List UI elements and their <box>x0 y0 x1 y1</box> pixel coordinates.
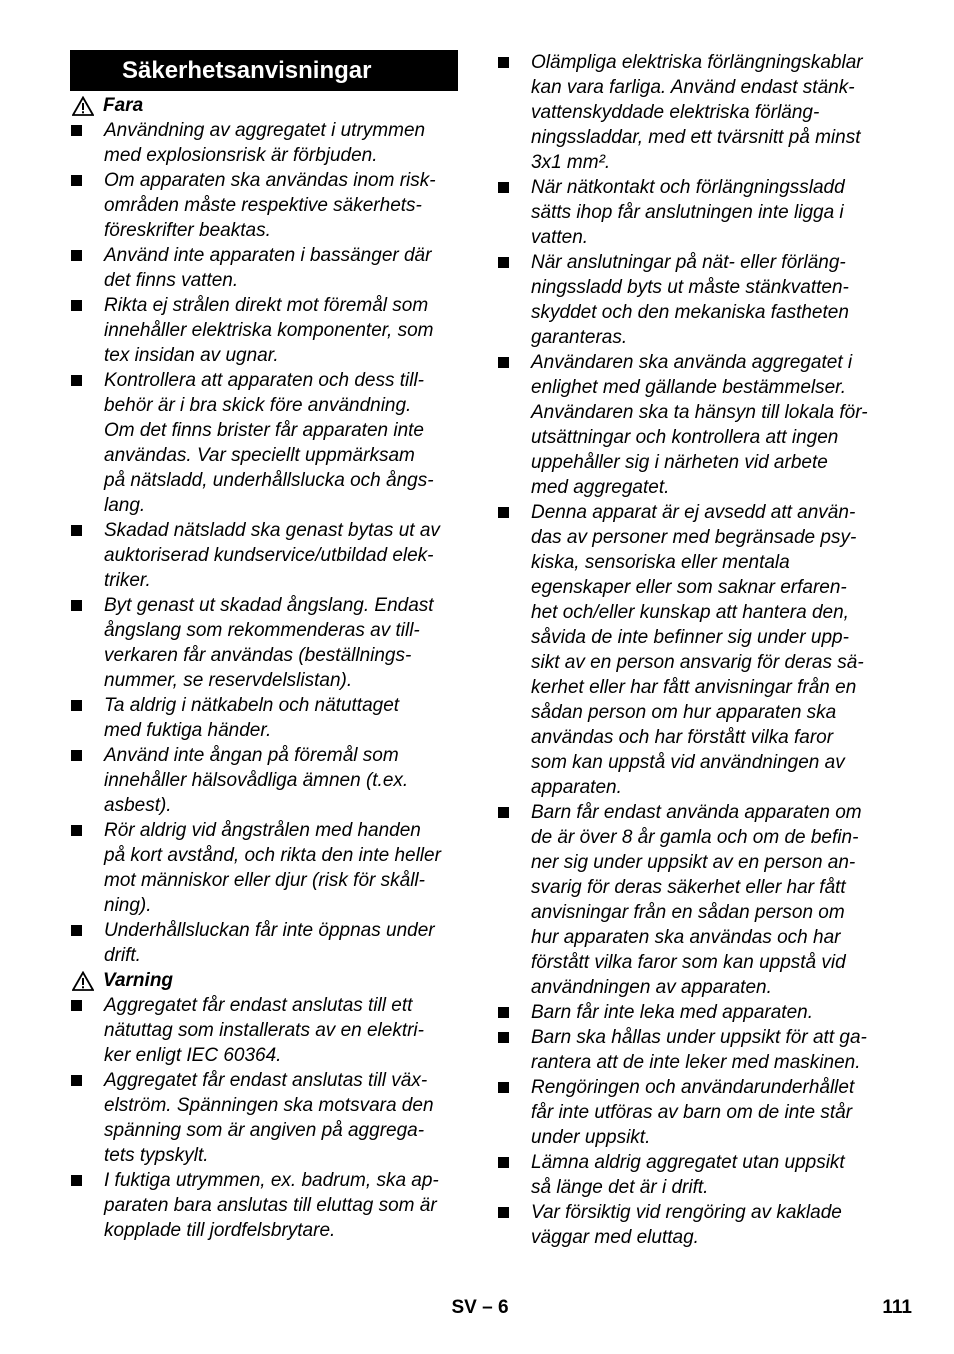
list-item: Olämpliga elektriska förlängningskablar kan vara farliga. Använd endast stänk- vattenskyddade elektriska förläng- ningssladdar, med ett tvärsnitt på minst 3x1 mm². <box>497 50 889 175</box>
section-heading: Säkerhetsanvisningar <box>70 50 458 91</box>
list-item: Barn får inte leka med apparaten. <box>497 1000 889 1025</box>
fara-list <box>70 118 458 968</box>
list-item: Aggregatet får endast anslutas till väx- elström. Spänningen ska motsvara den spänning som är angiven på aggrega- tets typskylt. <box>70 1068 458 1168</box>
list-item: Aggregatet får endast anslutas till ett nätuttag som installerats av en elektri- ker enligt IEC 60364. <box>70 993 458 1068</box>
fara-text: Fara <box>103 94 144 116</box>
bullet-icon <box>498 1082 509 1093</box>
right-column <box>497 50 889 1250</box>
list-item: Underhållsluckan får inte öppnas under drift. <box>70 918 458 968</box>
list-item: Användning av aggregatet i utrymmen med explosionsrisk är förbjuden. <box>70 118 458 168</box>
bullet-icon <box>71 1075 82 1086</box>
bullet-icon <box>498 1157 509 1168</box>
bullet-icon <box>498 1207 509 1218</box>
bullet-icon <box>498 507 509 518</box>
bullet-icon <box>498 1007 509 1018</box>
fara-label <box>70 93 458 118</box>
bullet-icon <box>71 525 82 536</box>
footer-section-label: SV – 6 <box>451 1297 509 1318</box>
bullet-icon <box>498 182 509 193</box>
bullet-icon <box>498 257 509 268</box>
bullet-icon <box>71 825 82 836</box>
warning-triangle-icon <box>72 971 94 991</box>
list-item: Barn ska hållas under uppsikt för att ga- rantera att de inte leker med maskinen. <box>497 1025 889 1075</box>
varning-text: Varning <box>103 969 174 991</box>
list-item: Byt genast ut skadad ångslang. Endast ångslang som rekommenderas av till- verkaren får användas (beställnings- nummer, se reservdelslistan). <box>70 593 458 693</box>
list-item: Lämna aldrig aggregatet utan uppsikt så länge det är i drift. <box>497 1150 889 1200</box>
list-item: Användaren ska använda aggregatet i enlighet med gällande bestämmelser. Användaren ska ta hänsyn till lokala för- utsättningar och kontrollera att ingen uppehåller sig i närheten vid arbete med aggregatet. <box>497 350 889 500</box>
varning-label <box>70 968 458 993</box>
bullet-icon <box>71 700 82 711</box>
list-item: Rör aldrig vid ångstrålen med handen på kort avstånd, och rikta den inte heller mot människor eller djur (risk för skåll- ning). <box>70 818 458 918</box>
bullet-icon <box>71 600 82 611</box>
bullet-icon <box>71 175 82 186</box>
bullet-icon <box>71 250 82 261</box>
bullet-icon <box>498 807 509 818</box>
list-item: När anslutningar på nät- eller förläng- ningssladd byts ut måste stänkvatten- skyddet och den mekaniska fastheten garanteras. <box>497 250 889 350</box>
bullet-icon <box>71 300 82 311</box>
bullet-icon <box>71 1175 82 1186</box>
bullet-icon <box>71 925 82 936</box>
bullet-icon <box>498 357 509 368</box>
list-item: Rengöringen och användarunderhållet får inte utföras av barn om de inte står under uppsikt. <box>497 1075 889 1150</box>
list-item: Skadad nätsladd ska genast bytas ut av auktoriserad kundservice/utbildad elek- triker. <box>70 518 458 593</box>
list-item: Använd inte ångan på föremål som innehåller hälsovådliga ämnen (t.ex. asbest). <box>70 743 458 818</box>
list-item: Barn får endast använda apparaten om de är över 8 år gamla och om de befin- ner sig under uppsikt av en person an- svarig för deras säkerhet eller har fått anvisningar från en sådan person om hur apparaten ska användas och har förstått vilka faror som kan uppstå vid användningen av apparaten. <box>497 800 889 1000</box>
list-item: Denna apparat är ej avsedd att använ- das av personer med begränsade psy- kiska, sensoriska eller mentala egenskaper eller som saknar erfaren- het och/eller kunskap att hantera den, såvida de inte befinner sig under upp- sikt av en person ansvarig för deras sä- kerhet eller har fått anvisningar från en sådan person om hur apparaten ska användas och har förstått vilka faror som kan uppstå vid användningen av apparaten. <box>497 500 889 800</box>
bullet-icon <box>498 57 509 68</box>
bullet-icon <box>498 1032 509 1043</box>
list-item: Om apparaten ska användas inom risk- områden måste respektive säkerhets- föreskrifter beaktas. <box>70 168 458 243</box>
bullet-icon <box>71 750 82 761</box>
list-item: När nätkontakt och förlängningssladd sätts ihop får anslutningen inte ligga i vatten. <box>497 175 889 250</box>
list-item: Ta aldrig i nätkabeln och nätuttaget med fuktiga händer. <box>70 693 458 743</box>
bullet-icon <box>71 125 82 136</box>
page-number: 111 <box>882 1297 912 1318</box>
bullet-icon <box>71 375 82 386</box>
list-item: Kontrollera att apparaten och dess till- behör är i bra skick före användning. Om det finns brister får apparaten inte användas. Var speciellt uppmärksam på nätsladd, underhållslucka och ångs- lang. <box>70 368 458 518</box>
varning-list <box>70 993 458 1243</box>
list-item: Använd inte apparaten i bassänger där det finns vatten. <box>70 243 458 293</box>
list-item: I fuktiga utrymmen, ex. badrum, ska ap- paraten bara anslutas till eluttag som är kopplade till jordfelsbrytare. <box>70 1168 458 1243</box>
list-item: Var försiktig vid rengöring av kaklade väggar med eluttag. <box>497 1200 889 1250</box>
warning-triangle-icon <box>72 96 94 116</box>
bullet-icon <box>71 1000 82 1011</box>
left-column <box>70 50 458 1243</box>
list-item: Rikta ej strålen direkt mot föremål som innehåller elektriska komponenter, som tex insidan av ugnar. <box>70 293 458 368</box>
